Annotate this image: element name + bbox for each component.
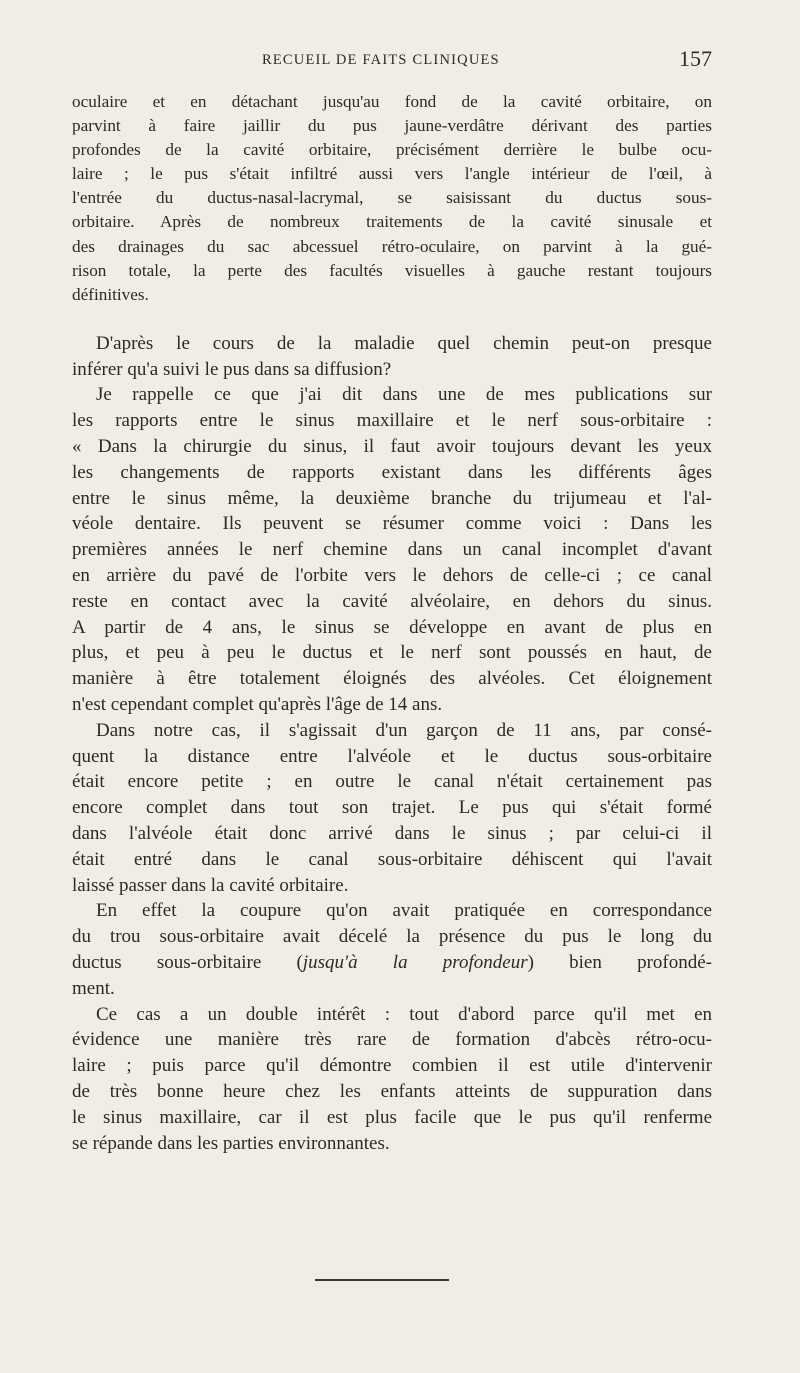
text-line: était entré dans le canal sous-orbitaire déhiscent qui l'avait: [72, 848, 712, 870]
text-line: laire ; puis parce qu'il démontre combien il est utile d'intervenir: [72, 1055, 712, 1077]
text-line: Dans notre cas, il s'agissait d'un garçon de 11 ans, par consé-: [96, 719, 712, 741]
text-line: quent la distance entre l'alvéole et le ductus sous-orbitaire: [72, 745, 712, 767]
text-line: inférer qu'a suivi le pus dans sa diffusion?: [72, 358, 392, 380]
text-segment: bien profondé-: [569, 951, 712, 973]
text-line: plus, et peu à peu le ductus et le nerf sont poussés en haut, de: [72, 642, 712, 664]
text-line: En effet la coupure qu'on avait pratiquée en correspondance: [96, 900, 712, 922]
text-line: des drainages du sac abcessuel rétro-oculaire, on parvint à la gué-: [72, 236, 712, 256]
text-line: premières années le nerf chemine dans un canal incomplet d'avant: [72, 539, 712, 561]
text-line: orbitaire. Après de nombreux traitements de la cavité sinusale et: [72, 212, 712, 232]
text-line: parvint à faire jaillir du pus jaune-verdâtre dérivant des parties: [72, 116, 712, 136]
text-segment: ductus sous-orbitaire: [72, 951, 262, 973]
body-text: [72, 90, 712, 1156]
text-line: véole dentaire. Ils peuvent se résumer comme voici : Dans les: [72, 513, 712, 535]
text-line: Ce cas a un double intérêt : tout d'abord parce qu'il met en: [96, 1003, 712, 1025]
text-line-with-italic: ductus sous-orbitaire (jusqu'à la profondeur) bien profondé-: [72, 951, 712, 973]
text-line: les rapports entre le sinus maxillaire et le nerf sous-orbitaire :: [72, 410, 712, 432]
text-line: en arrière du pavé de l'orbite vers le dehors de celle-ci ; ce canal: [72, 565, 712, 587]
text-line: Je rappelle ce que j'ai dit dans une de mes publications sur: [96, 384, 712, 406]
running-header: [0, 46, 800, 76]
text-line: définitives.: [72, 284, 149, 304]
italic-phrase: jusqu'à la profondeur: [302, 951, 528, 973]
text-line: rison totale, la perte des facultés visuelles à gauche restant toujours: [72, 260, 712, 280]
text-line: du trou sous-orbitaire avait décelé la présence du pus le long du: [72, 926, 712, 948]
text-line: laissé passer dans la cavité orbitaire.: [72, 874, 349, 896]
text-line: encore complet dans tout son trajet. Le pus qui s'était formé: [72, 797, 712, 819]
text-line: entre le sinus même, la deuxième branche du trijumeau et l'al-: [72, 487, 712, 509]
text-line: dans l'alvéole était donc arrivé dans le sinus ; par celui-ci il: [72, 822, 712, 844]
paragraph-case-continuation: [72, 90, 712, 307]
text-line: oculaire et en détachant jusqu'au fond de la cavité orbitaire, on: [72, 92, 712, 111]
paragraph-gap: [72, 307, 712, 331]
text-line: manière à être totalement éloignés des alvéoles. Cet éloignement: [72, 668, 712, 690]
text-line: reste en contact avec la cavité alvéolaire, en dehors du sinus.: [72, 590, 712, 612]
text-line: D'après le cours de la maladie quel chemin peut-on presque: [96, 332, 712, 354]
text-line: les changements de rapports existant dans les différents âges: [72, 461, 712, 483]
text-line: était encore petite ; en outre le canal n'était certainement pas: [72, 771, 712, 793]
text-line: n'est cependant complet qu'après l'âge de 14 ans.: [72, 694, 443, 715]
text-line: se répande dans les parties environnantes.: [72, 1132, 390, 1154]
text-line: le sinus maxillaire, car il est plus facile que le pus qu'il renferme: [72, 1106, 712, 1128]
text-line: de très bonne heure chez les enfants atteints de suppuration dans: [72, 1080, 712, 1102]
text-line: laire ; le pus s'était infiltré aussi vers l'angle intérieur de l'œil, à: [72, 164, 712, 184]
text-line: profondes de la cavité orbitaire, précisément derrière le bulbe ocu-: [72, 140, 712, 160]
running-title: RECUEIL DE FAITS CLINIQUES: [262, 52, 500, 68]
text-line: « Dans la chirurgie du sinus, il faut avoir toujours devant les yeux: [72, 436, 712, 458]
text-line: l'entrée du ductus-nasal-lacrymal, se saisissant du ductus sous-: [72, 188, 712, 208]
text-line: évidence une manière très rare de formation d'abcès rétro-ocu-: [72, 1029, 712, 1051]
text-line: ment.: [72, 977, 115, 999]
section-end-rule: [315, 1279, 449, 1281]
paragraph-discussion: [72, 331, 712, 1157]
text-line: A partir de 4 ans, le sinus se développe en avant de plus en: [72, 616, 712, 638]
page-number: 157: [679, 46, 712, 71]
